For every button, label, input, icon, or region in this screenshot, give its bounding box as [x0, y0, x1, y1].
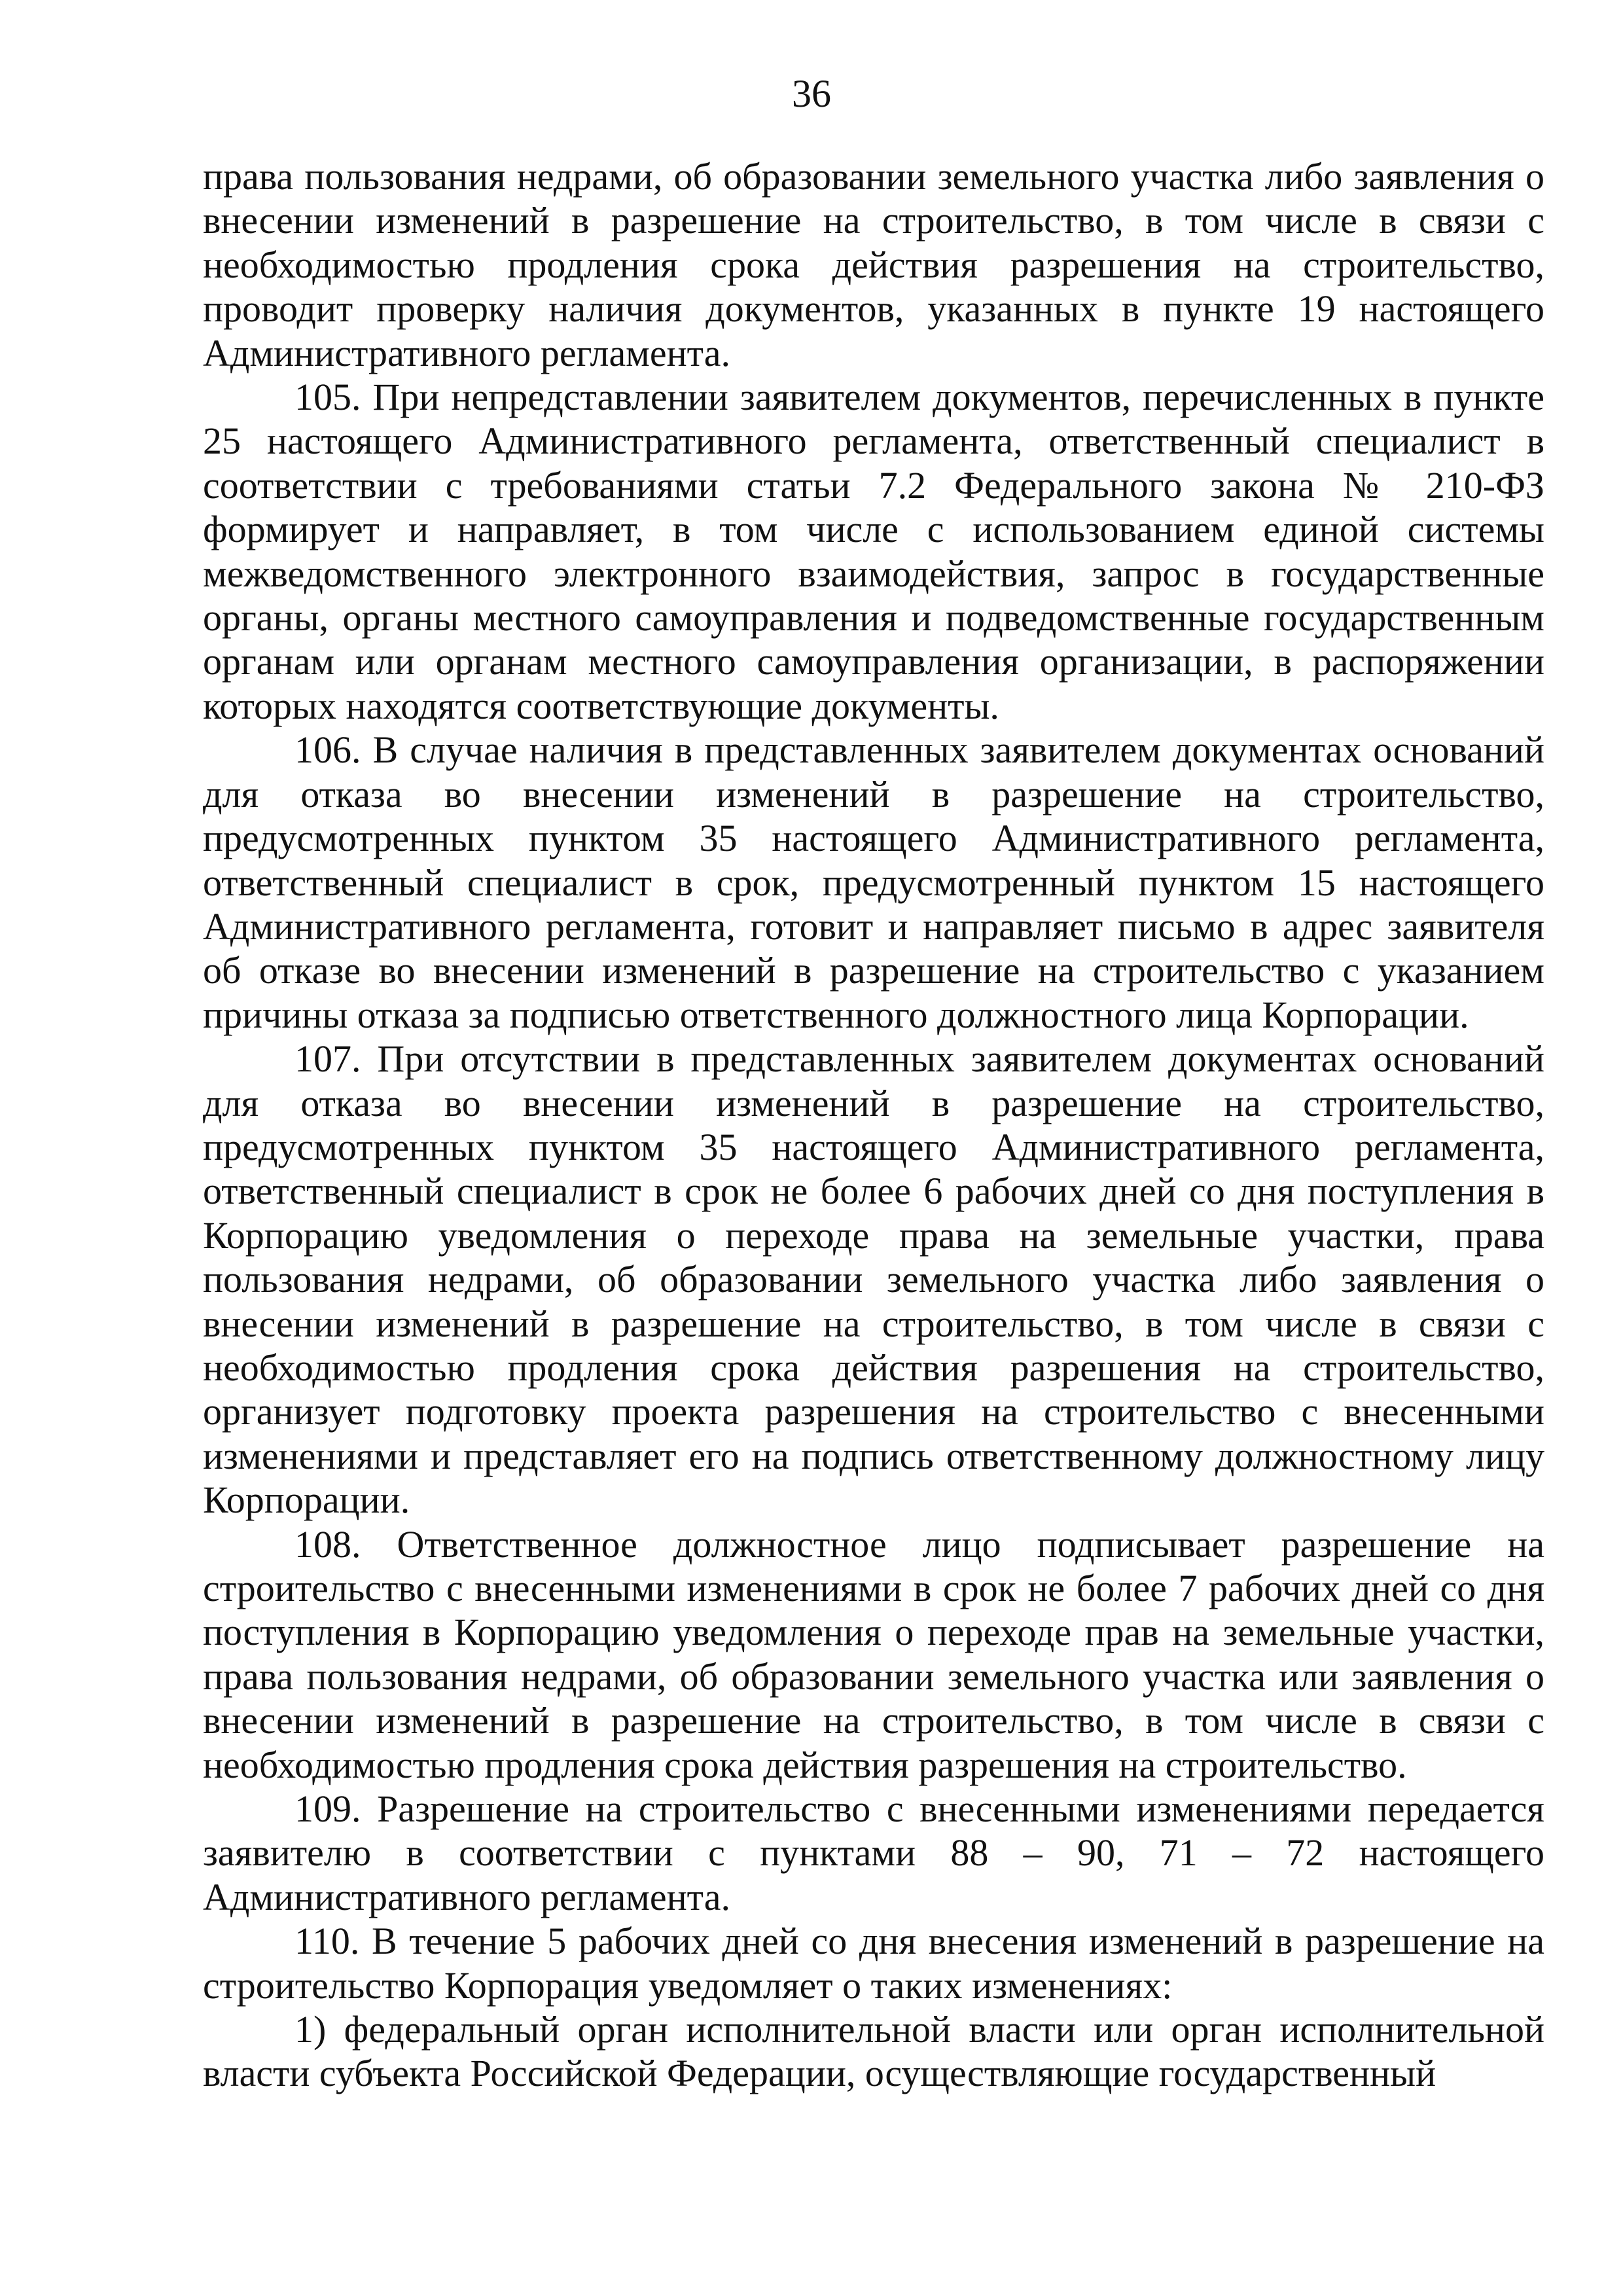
paragraph-continuation: права пользования недрами, об образовании земельного участка либо заявления о внесении изменений в разрешение на строительство, в том числе в связи с необходимостью продления срока действия разрешения на строительство, проводит проверку наличия документов, указанных в пункте 19 настоящего Административного регламента. [203, 155, 1544, 374]
paragraph-106: 106. В случае наличия в представленных заявителем документах оснований для отказа во внесении изменений в разрешение на строительство, предусмотренных пунктом 35 настоящего Административного регламента, ответственный специалист в срок, предусмотренный пунктом 15 настоящего Административного регламента, готовит и направляет письмо в адрес заявителя об отказе во внесении изменений в разрешение на строительство с указанием причины отказа за подписью ответственного должностного лица Корпорации. [203, 728, 1544, 1036]
paragraph-110: 110. В течение 5 рабочих дней со дня внесения изменений в разрешение на строительство Корпорация уведомляет о таких изменениях: [203, 1920, 1544, 2007]
paragraph-105: 105. При непредставлении заявителем документов, перечисленных в пункте 25 настоящего Административного регламента, ответственный специалист в соответствии с требованиями статьи 7.2 Федерального закона № 210-ФЗ формирует и направляет, в том числе с использованием единой системы межведомственного электронного взаимодействия, запрос в государственные органы, органы местного самоуправления и подведомственные государственным органам или органам местного самоуправления организации, в распоряжении которых находятся соответствующие документы. [203, 376, 1544, 727]
document-body [203, 154, 1544, 2096]
paragraph-109: 109. Разрешение на строительство с внесенными изменениями передается заявителю в соответствии с пунктами 88 – 90, 71 – 72 настоящего Административного регламента. [203, 1787, 1544, 1918]
paragraph-108: 108. Ответственное должностное лицо подписывает разрешение на строительство с внесенными изменениями в срок не более 7 рабочих дней со дня поступления в Корпорацию уведомления о переходе прав на земельные участки, права пользования недрами, об образовании земельного участка или заявления о внесении изменений в разрешение на строительство, в том числе в связи с необходимостью продления срока действия разрешения на строительство. [203, 1522, 1544, 1786]
paragraph-107: 107. При отсутствии в представленных заявителем документах оснований для отказа во внесении изменений в разрешение на строительство, предусмотренных пунктом 35 настоящего Административного регламента, ответственный специалист в срок не более 6 рабочих дней со дня поступления в Корпорацию уведомления о переходе права на земельные участки, права пользования недрами, об образовании земельного участка либо заявления о внесении изменений в разрешение на строительство, в том числе в связи с необходимостью продления срока действия разрешения на строительство, организует подготовку проекта разрешения на строительство с внесенными изменениями и представляет его на подпись ответственному должностному лицу Корпорации. [203, 1037, 1544, 1522]
list-item-1: 1) федеральный орган исполнительной власти или орган исполнительной власти субъекта Российской Федерации, осуществляющие государственный [203, 2008, 1544, 2095]
page-number: 36 [792, 72, 831, 115]
